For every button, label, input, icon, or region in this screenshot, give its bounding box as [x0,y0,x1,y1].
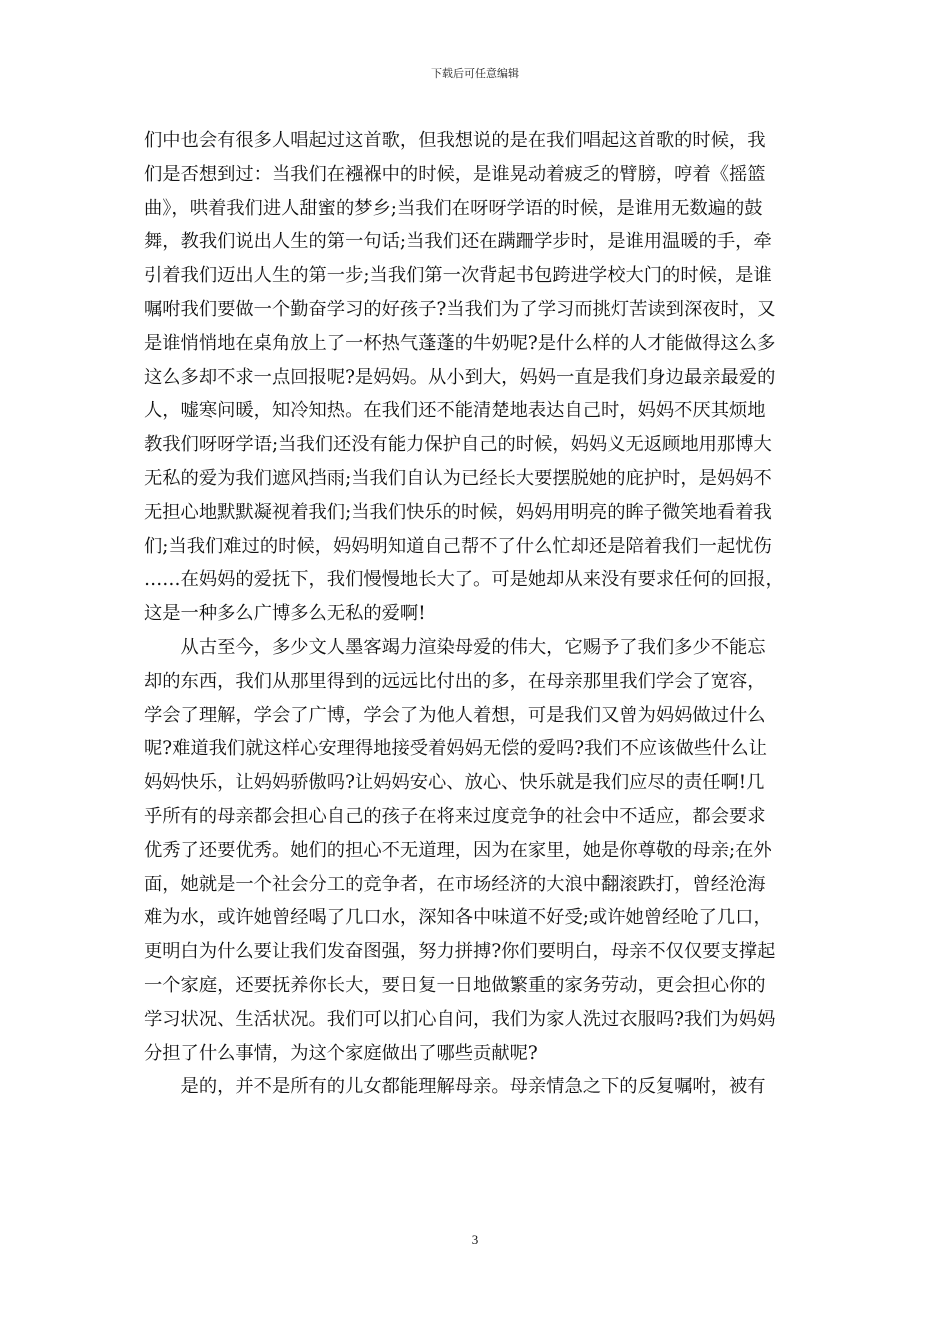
text-line: 无担心地默默凝视着我们;当我们快乐的时候，妈妈用明亮的眸子微笑地看着我 [144,501,772,523]
page-header: 下载后可任意编辑 [431,67,519,80]
text-line: 引着我们迈出人生的第一步;当我们第一次背起书包跨进学校大门的时候，是谁 [144,265,772,287]
text-line: 面，她就是一个社会分工的竞争者，在市场经济的大浪中翻滚跌打，曾经沧海 [144,873,766,895]
text-line: 却的东西，我们从那里得到的远远比付出的多，在母亲那里我们学会了宽容， [144,670,766,692]
text-line: 从古至今，多少文人墨客竭力渲染母爱的伟大，它赐予了我们多少不能忘 [144,636,766,658]
text-line: 们中也会有很多人唱起过这首歌，但我想说的是在我们唱起这首歌的时候，我 [144,130,766,151]
text-line: 是的，并不是所有的儿女都能理解母亲。母亲情急之下的反复嘱咐，被有 [144,1076,766,1098]
text-line: 是谁悄悄地在桌角放上了一杯热气蓬蓬的牛奶呢?是什么样的人才能做得这么多 [144,332,776,354]
text-line: 乎所有的母亲都会担心自己的孩子在将来过度竞争的社会中不适应，都会要求 [144,805,766,827]
text-line: 嘱咐我们要做一个勤奋学习的好孩子?当我们为了学习而挑灯苦读到深夜时，又 [144,298,776,320]
body-text [144,124,806,1104]
text-line: 更明白为什么要让我们发奋图强，努力拼搏?你们要明白，母亲不仅仅要支撑起 [144,941,776,963]
text-line: 这是一种多么广博多么无私的爱啊! [144,603,426,625]
text-line: 教我们呀呀学语;当我们还没有能力保护自己的时候，妈妈义无返顾地用那博大 [144,434,772,456]
text-line: 人，嘘寒问暖，知冷知热。在我们还不能清楚地表达自己时，妈妈不厌其烦地 [144,400,766,422]
text-line: 学习状况、生活状况。我们可以扪心自问，我们为家人洗过衣服吗?我们为妈妈 [144,1008,776,1030]
text-line: 一个家庭，还要抚养你长大，要日复一日地做繁重的家务劳动，更会担心你的 [144,974,766,996]
text-line: ……在妈妈的爱抚下，我们慢慢地长大了。可是她却从来没有要求任何的回报， [144,569,784,591]
text-line: 优秀了还要优秀。她们的担心不无道理，因为在家里，她是你尊敬的母亲;在外 [144,839,772,861]
text-line: 无私的爱为我们遮风挡雨;当我们自认为已经长大要摆脱她的庇护时，是妈妈不 [144,467,772,489]
text-line: 妈妈快乐，让妈妈骄傲吗?让妈妈安心、放心、快乐就是我们应尽的责任啊!几 [144,772,765,794]
text-line: 们是否想到过：当我们在襁褓中的时候，是谁晃动着疲乏的臂膀，哼着《摇篮 [144,163,766,185]
text-line: 学会了理解，学会了广博，学会了为他人着想，可是我们又曾为妈妈做过什么 [144,704,766,726]
text-line: 这么多却不求一点回报呢?是妈妈。从小到大，妈妈一直是我们身边最亲最爱的 [144,366,776,388]
text-line: 们;当我们难过的时候，妈妈明知道自己帮不了什么忙却还是陪着我们一起忧伤 [144,535,772,557]
text-line: 分担了什么事情，为这个家庭做出了哪些贡献呢? [144,1042,538,1064]
text-line: 呢?难道我们就这样心安理得地接受着妈妈无偿的爱吗?我们不应该做些什么让 [144,738,767,760]
text-line: 舞，教我们说出人生的第一句话;当我们还在蹒跚学步时，是谁用温暖的手，牵 [144,231,772,253]
text-line: 难为水，或许她曾经喝了几口水，深知各中味道不好受;或许她曾经呛了几口， [144,907,772,929]
text-line: 曲》，哄着我们进人甜蜜的梦乡;当我们在呀呀学语的时候，是谁用无数遍的鼓 [144,197,763,219]
page-number: 3 [471,1232,479,1247]
